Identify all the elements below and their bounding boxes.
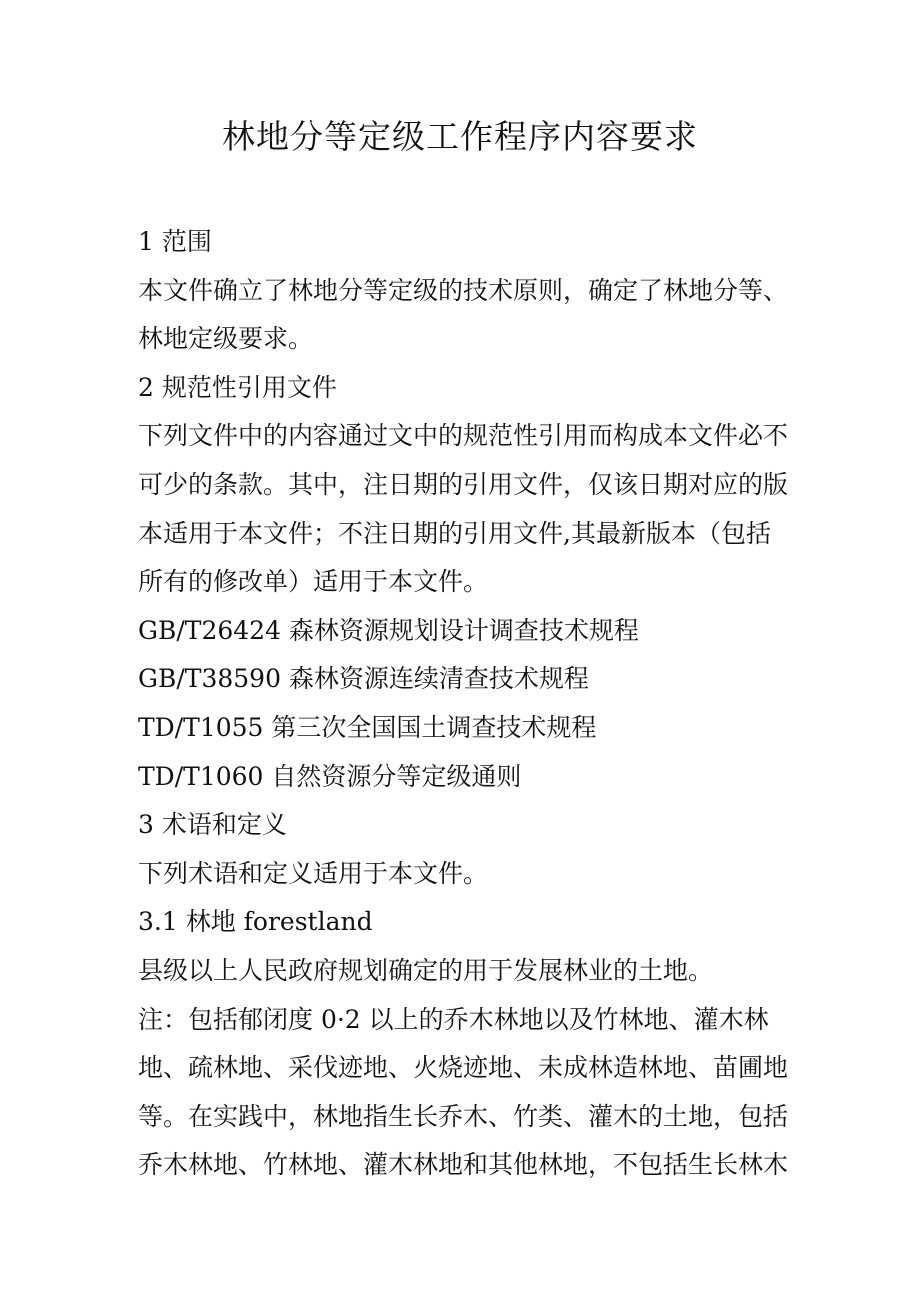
section-heading-normative-references: 2 规范性引用文件 [138,372,337,402]
paragraph-line: 林地定级要求。 [138,324,314,354]
reference-item: TD/T1055 第三次全国国土调查技术规程 [138,712,597,742]
note-line: 注：包括郁闭度 0·2 以上的乔木林地以及竹林地、灌木林 [138,1004,769,1034]
reference-item: GB/T38590 森林资源连续清查技术规程 [138,664,589,694]
term-definition: 县级以上人民政府规划确定的用于发展林业的土地。 [138,955,714,985]
term-heading-forestland: 3.1 林地 forestland [138,907,373,937]
reference-item: GB/T26424 森林资源规划设计调查技术规程 [138,615,639,645]
paragraph-line: 本适用于本文件；不注日期的引用文件,其最新版本（包括 [138,518,771,548]
section-heading-terms: 3 术语和定义 [138,810,287,840]
paragraph-line: 所有的修改单）适用于本文件。 [138,567,489,597]
reference-item: TD/T1060 自然资源分等定级通则 [138,761,522,791]
note-line: 等。在实践中，林地指生长乔木、竹类、灌木的土地，包括 [138,1101,788,1131]
paragraph-line: 下列术语和定义适用于本文件。 [138,858,489,888]
note-line: 乔木林地、竹林地、灌木林地和其他林地，不包括生长林木 [138,1150,788,1180]
section-heading-scope: 1 范围 [138,227,212,256]
document-body [138,218,788,1190]
paragraph-line: 可少的条款。其中，注日期的引用文件，仅该日期对应的版 [138,469,788,499]
paragraph-line: 本文件确立了林地分等定级的技术原则，确定了林地分等、 [138,275,788,305]
paragraph-line: 下列文件中的内容通过文中的规范性引用而构成本文件必不 [138,421,788,451]
note-line: 地、疏林地、采伐迹地、火烧迹地、未成林造林地、苗圃地 [138,1053,788,1083]
document-title: 林地分等定级工作程序内容要求 [222,117,698,156]
